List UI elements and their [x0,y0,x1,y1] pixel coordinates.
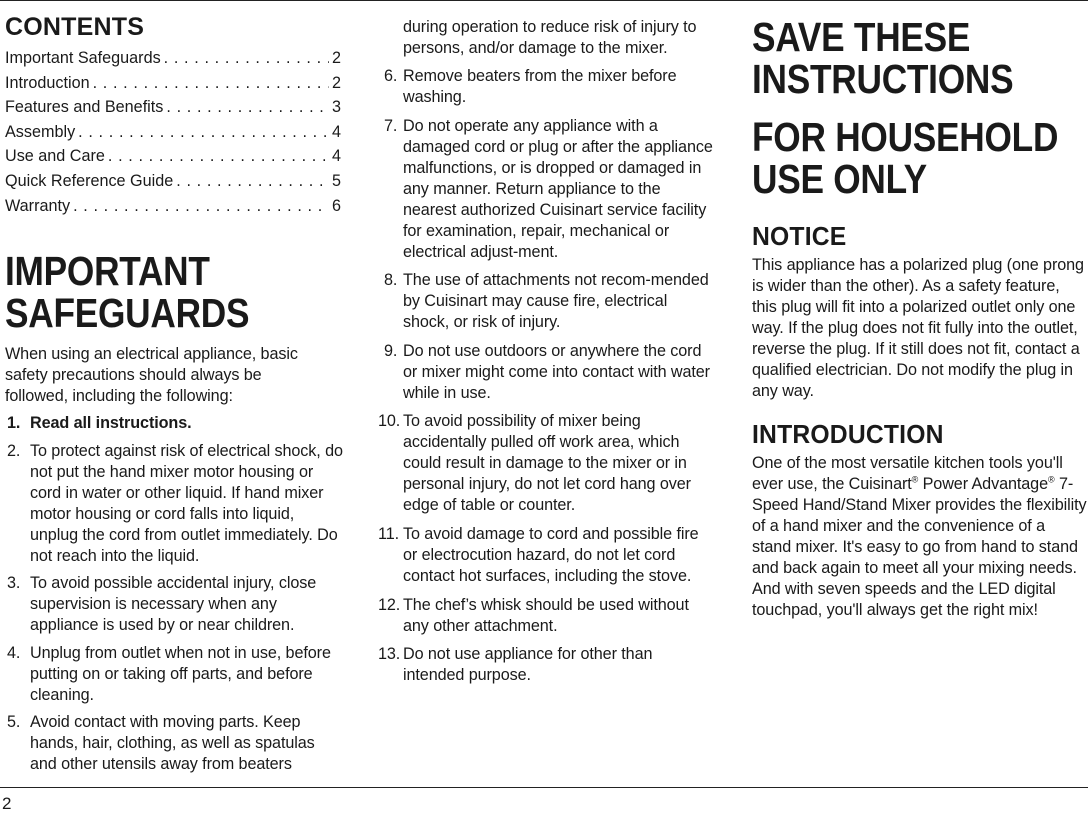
contents-entry-title: Assembly [5,122,76,141]
household-use-heading [752,116,1058,200]
safeguard-item [5,413,343,434]
contents-entry-title: Features and Benefits [5,98,164,117]
contents-entry[interactable] [5,74,341,99]
item-number: 12. [378,595,401,614]
contents-entry-title: Important Safeguards [5,49,161,67]
safeguard-item [378,644,714,686]
item-number: 11. [378,524,400,543]
introduction-text-part2: Power Advantage [918,475,1048,493]
household-heading-line1: FOR HOUSEHOLD [752,114,1059,160]
item-number: 13. [378,645,401,664]
dot-leader [176,172,329,191]
item-text: Do not operate any appliance with a damaged cord or plug or after the appliance malfunctions, or is dropped or damaged in any manner. Return appliance to the nearest authorized Cuisinart service facility for examination, repair, mechanical or electrical adjust-ment. [403,116,713,261]
contents-entry-page: 4 [331,122,341,141]
dot-leader [93,74,329,93]
safeguard-item [5,712,343,775]
notice-heading: NOTICE [752,221,847,251]
safeguards-intro: When using an electrical appliance, basic safety precautions should always be followed, including the following: [5,345,298,405]
contents-entry-page: 4 [331,147,341,166]
item-number: 10. [378,412,401,431]
safeguard-item [5,643,343,706]
item-text: The use of attachments not recom-mended by Cuisinart may cause fire, electrical shock, or risk of injury. [403,271,709,332]
item-text: Do not use appliance for other than intended purpose. [403,645,653,685]
introduction-heading: INTRODUCTION [752,419,944,449]
dot-leader [164,49,329,68]
top-rule [0,0,1088,1]
contents-entry-title: Introduction [5,73,90,92]
item-number: 5. [7,713,21,731]
safeguard-item [378,270,714,333]
item-text: Do not use outdoors or anywhere the cord or mixer might come into contact with water while in use. [403,341,710,402]
household-heading-line2: USE ONLY [752,156,927,202]
contents-entry-title: Use and Care [5,147,105,166]
contents-entry[interactable] [5,147,341,172]
contents-entry[interactable] [5,98,341,123]
item-number: 4. [7,643,21,662]
item-number: 8. [384,271,398,290]
item-text: To avoid possible accidental injury, close supervision is necessary when any appliance is used by or near children. [30,574,317,634]
item-number: 7. [384,116,398,135]
safeguard-item [378,524,714,587]
save-instructions-heading [752,16,1013,100]
dot-leader [78,123,329,142]
contents-entry-page: 2 [331,73,341,92]
item-text: To protect against risk of electrical shock, do not put the hand mixer motor housing or cord in water or other liquid. If hand mixer motor housing or cord falls into liquid, unplug the cord from outlet immediately. Do not reach into the liquid. [30,441,343,565]
safeguards-heading-line2: SAFEGUARDS [5,290,250,336]
safeguards-list [5,413,343,782]
contents-entry-title: Quick Reference Guide [5,171,174,190]
item-number: 6. [384,67,398,85]
contents-entry-page: 6 [331,196,341,215]
item-text: Read all instructions. [30,414,192,432]
safeguard-item [378,341,714,404]
safeguard-item [378,595,714,637]
item-text: Avoid contact with moving parts. Keep hands, hair, clothing, as well as spatulas and other utensils away from beaters [30,713,315,773]
item-number: 1. [7,414,21,432]
safeguard-item-continued: during operation to reduce risk of injury to persons, and/or damage to the mixer. [403,18,697,57]
contents-entry-page: 5 [331,171,341,190]
safeguards-heading [5,250,249,334]
contents-entry[interactable] [5,172,341,197]
item-number: 9. [384,341,398,360]
contents-entry-page: 3 [331,98,341,117]
registered-mark: ® [911,474,919,485]
page-number: 2 [2,794,12,813]
safeguard-item [5,441,343,567]
safeguards-list-continued [378,66,714,694]
registered-mark: ® [1048,474,1055,485]
item-text: Remove beaters from the mixer before washing. [403,67,677,106]
notice-text: This appliance has a polarized plug (one prong is wider than the other). As a safety feature, this plug will fit into a polarized outlet only one way. If the plug does not fit fully into the outlet, reverse the plug. If it still does not fit, contact a qualified electrician. Do not modify the plug in any way. [752,256,1084,400]
footer-rule [0,787,1088,788]
save-heading-line2: INSTRUCTIONS [752,56,1014,102]
contents-entry[interactable] [5,49,341,74]
safeguards-heading-line1: IMPORTANT [5,248,210,294]
item-number: 3. [7,574,21,592]
safeguard-item [378,411,714,516]
contents-list [5,49,341,221]
contents-entry[interactable] [5,123,341,148]
safeguard-item [378,116,714,263]
safeguard-item [5,573,343,636]
contents-entry-title: Warranty [5,196,71,215]
item-text: The chef’s whisk should be used without any other attachment. [403,595,689,635]
item-text: To avoid damage to cord and possible fire or electrocution hazard, do not let cord contact hot surfaces, including the stove. [403,524,699,585]
contents-heading: CONTENTS [5,13,145,41]
introduction-text-part1: One of the most versatile kitchen tools you'll ever use, the Cuisinart [752,454,1063,493]
introduction-text [752,453,1088,621]
item-number: 2. [7,441,21,460]
dot-leader [166,98,329,117]
contents-entry-page: 2 [331,49,341,67]
contents-entry[interactable] [5,197,341,222]
dot-leader [73,197,329,216]
item-text: Unplug from outlet when not in use, before putting on or taking off parts, and before cleaning. [30,643,331,704]
dot-leader [108,147,329,166]
introduction-text-part3: 7-Speed Hand/Stand Mixer provides the flexibility of a hand mixer and the convenience of a stand mixer. It's easy to go from hand to stand and back again to meet all your mixing needs. And with seven speeds and the LED digital touchpad, you'll always get the right mix! [752,475,1087,619]
save-heading-line1: SAVE THESE [752,14,971,60]
item-text: To avoid possibility of mixer being accidentally pulled off work area, which could result in damage to the mixer or in personal injury, do not let cord hang over edge of table or counter. [403,412,691,515]
safeguard-item [378,66,714,108]
